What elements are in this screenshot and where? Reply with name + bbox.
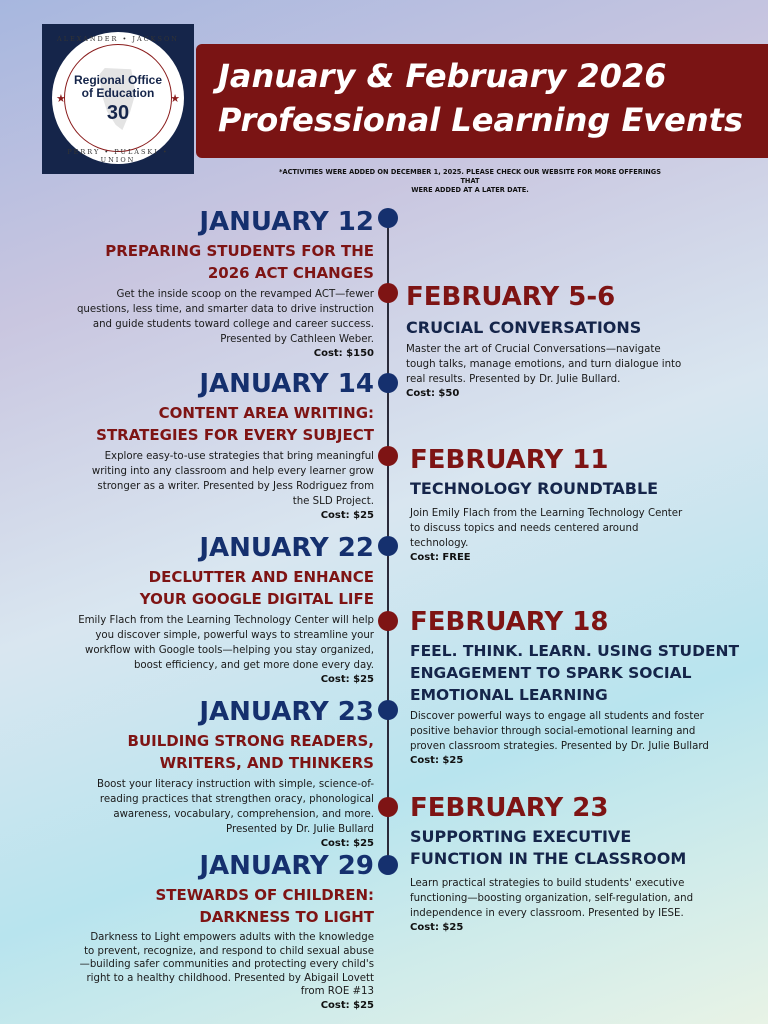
event-title: DECLUTTER AND ENHANCE YOUR GOOGLE DIGITAL LIFE — [139, 568, 374, 608]
logo-name: Regional Office of Education — [73, 73, 162, 100]
event-description: Master the art of Crucial Conversations—navigate tough talks, manage emotions, and turn dialogue into real results. Presented by Dr. Julie Bullard. — [406, 344, 682, 385]
timeline-dot-jan-12 — [378, 208, 398, 228]
event-date: FEBRUARY 23 — [410, 793, 609, 823]
event-date: FEBRUARY 18 — [410, 607, 609, 637]
event-cost: Cost: $150 — [313, 348, 374, 359]
event-cost: Cost: $50 — [406, 388, 460, 399]
event-cost: Cost: $25 — [320, 510, 374, 521]
event-cost: Cost: $25 — [410, 755, 464, 766]
event-date: JANUARY 22 — [199, 533, 374, 563]
event-title: BUILDING STRONG READERS, WRITERS, AND THINKERS — [127, 732, 374, 772]
event-date: JANUARY 29 — [199, 851, 374, 881]
event-description: Get the inside scoop on the revamped ACT—fewer questions, less time, and smarter data to drive instruction and guide students toward college and career success. Presented by Cathleen Weber. — [76, 289, 374, 345]
event-jan-12 — [77, 206, 374, 361]
timeline-dot-feb-11 — [378, 446, 398, 466]
website-note: *ACTIVITIES WERE ADDED ON DECEMBER 1, 2025. PLEASE CHECK OUR WEBSITE FOR MORE OFFERINGS THAT WERE ADDED AT A LATER DATE. — [279, 168, 661, 194]
event-date: JANUARY 14 — [199, 369, 374, 399]
event-feb-18 — [410, 606, 739, 768]
title-banner — [196, 44, 768, 158]
event-date: JANUARY 23 — [199, 697, 374, 727]
page-title: January & February 2026 Professional Learning Events — [218, 57, 743, 139]
event-description: Emily Flach from the Learning Technology Center will help you discover simple, powerful ways to streamline your workflow with Google tools—helping you stay organized, boost efficiency, and get more done every day. — [78, 615, 374, 671]
event-cost: Cost: $25 — [320, 674, 374, 685]
event-date: FEBRUARY 5-6 — [406, 282, 616, 312]
logo-seal — [52, 32, 184, 164]
event-date: FEBRUARY 11 — [410, 445, 609, 475]
event-title: STEWARDS OF CHILDREN: DARKNESS TO LIGHT — [155, 886, 374, 926]
event-title: PREPARING STUDENTS FOR THE 2026 ACT CHANGES — [105, 242, 374, 282]
event-title: SUPPORTING EXECUTIVE FUNCTION IN THE CLASSROOM — [410, 827, 687, 868]
event-cost: Cost: $25 — [320, 838, 374, 849]
timeline-dot-feb-18 — [378, 611, 398, 631]
star-icon: ★ — [170, 92, 180, 105]
event-feb-23 — [410, 792, 693, 935]
event-feb-11 — [410, 444, 682, 565]
event-description: Explore easy-to-use strategies that bring meaningful writing into any classroom and help every learner grow stronger as a writer. Presented by Jess Rodriguez from the SLD Project. — [91, 451, 374, 507]
event-description: Join Emily Flach from the Learning Technology Center to discuss topics and needs centered around technology. — [410, 508, 683, 549]
event-jan-29 — [80, 850, 374, 1013]
event-title: TECHNOLOGY ROUNDTABLE — [410, 479, 659, 498]
star-icon: ★ — [56, 92, 66, 105]
event-title: CONTENT AREA WRITING: STRATEGIES FOR EVERY SUBJECT — [96, 404, 374, 444]
event-jan-23 — [97, 696, 374, 851]
event-title: FEEL. THINK. LEARN. USING STUDENT ENGAGEMENT TO SPARK SOCIAL EMOTIONAL LEARNING — [410, 642, 740, 704]
event-jan-14 — [92, 368, 374, 523]
event-jan-22 — [78, 532, 374, 687]
event-title: CRUCIAL CONVERSATIONS — [406, 318, 642, 337]
logo-counties-top: ALEXANDER • JACKSON — [57, 35, 179, 43]
timeline-dot-jan-29 — [378, 855, 398, 875]
event-description: Boost your literacy instruction with simple, science-of- reading practices that strengthen oracy, phonological awareness, vocabulary, comprehension, and more. Presented by Dr. Julie Bullard — [96, 779, 374, 835]
event-cost: Cost: $25 — [410, 922, 464, 933]
timeline-dot-jan-22 — [378, 536, 398, 556]
event-description: Discover powerful ways to engage all students and foster positive behavior through social-emotional learning and proven classroom strategies. Presented by Dr. Julie Bullard — [410, 711, 709, 752]
event-description: Learn practical strategies to build students' executive functioning—boosting organization, self-regulation, and independence in every classroom. Presented by IESE. — [410, 878, 694, 919]
event-feb-5-6 — [406, 281, 681, 401]
event-description: Darkness to Light empowers adults with the knowledge to prevent, recognize, and respond to child sexual abuse —building safer communities and protecting every child's right to a healthy childhood. Presented by Abigail Lovett from ROE #13 — [79, 932, 374, 998]
timeline-dot-feb-23 — [378, 797, 398, 817]
event-date: JANUARY 12 — [199, 207, 374, 237]
timeline-dot-jan-23 — [378, 700, 398, 720]
logo-number: 30 — [106, 102, 130, 124]
event-cost: Cost: $25 — [320, 999, 374, 1011]
timeline-dot-feb-5 — [378, 283, 398, 303]
logo-counties-bottom: PERRY • PULASKI • UNION — [67, 148, 169, 164]
timeline-dot-jan-14 — [378, 373, 398, 393]
roe-logo — [42, 24, 194, 174]
event-cost: Cost: FREE — [410, 552, 471, 563]
